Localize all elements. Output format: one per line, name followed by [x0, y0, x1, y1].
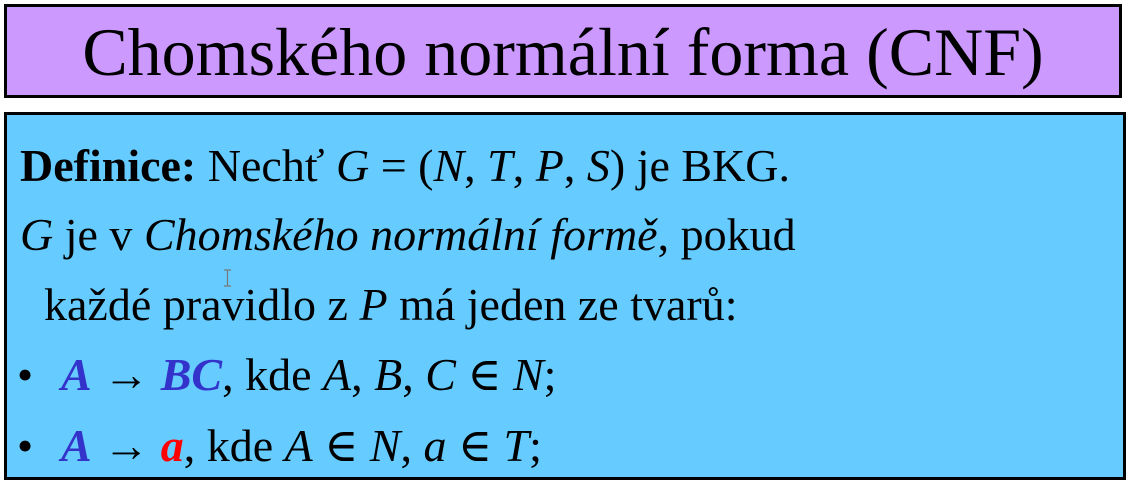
var-P: P [359, 279, 388, 330]
var-N: N [512, 349, 544, 400]
text-span: ; [529, 420, 542, 471]
element-of-symbol: ∈ [446, 420, 504, 471]
var-T: T [503, 420, 530, 471]
definition-line-1 [20, 140, 791, 191]
text-span: , [400, 420, 424, 471]
rule-item [17, 349, 557, 400]
arrow-symbol: → [91, 349, 161, 400]
var-G: G [20, 209, 54, 260]
text-span: má jeden ze tvarů: [387, 279, 738, 330]
rule-lhs: A [61, 420, 92, 471]
var-A: A [322, 349, 352, 400]
text-span: každé pravidlo z [44, 279, 360, 330]
var-G: G [335, 140, 370, 191]
text-span: , [464, 140, 488, 191]
bullet-icon: • [17, 349, 34, 400]
text-span: , kde [222, 349, 323, 400]
rule-item [17, 420, 542, 471]
definition-box [4, 112, 1126, 480]
text-span: je v [53, 209, 144, 260]
text-span: Nechť [196, 140, 336, 191]
var-S: S [586, 140, 610, 191]
element-of-symbol: ∈ [312, 420, 370, 471]
definition-line-3 [44, 279, 738, 330]
var-P: P [535, 140, 564, 191]
text-span: ; [543, 349, 557, 400]
bullet-icon: • [17, 420, 34, 471]
definition-line-2 [20, 209, 796, 260]
var-A: A [284, 420, 313, 471]
text-span: , [402, 349, 426, 400]
rule-rhs: BC [160, 349, 223, 400]
text-span: , pokud [657, 209, 796, 260]
text-span: , [512, 140, 536, 191]
var-T: T [487, 140, 513, 191]
element-of-symbol: ∈ [455, 349, 513, 400]
definition-label: Definice: [20, 140, 197, 191]
cnf-term: Chomského normální formě [143, 209, 658, 260]
text-span: = ( [369, 140, 434, 191]
slide-title-box [4, 4, 1122, 98]
rule-rhs: a [160, 420, 184, 471]
slide-title: Chomského normální forma (CNF) [82, 14, 1044, 90]
text-cursor-icon [223, 269, 232, 287]
var-N: N [369, 420, 401, 471]
var-C: C [425, 349, 456, 400]
var-N: N [433, 140, 465, 191]
text-span: ) je BKG. [609, 140, 791, 191]
arrow-symbol: → [91, 420, 161, 471]
text-span: , [563, 140, 587, 191]
rule-lhs: A [61, 349, 92, 400]
text-span: , kde [183, 420, 285, 471]
var-a: a [423, 420, 447, 471]
var-B: B [374, 349, 403, 400]
text-span: , [351, 349, 375, 400]
